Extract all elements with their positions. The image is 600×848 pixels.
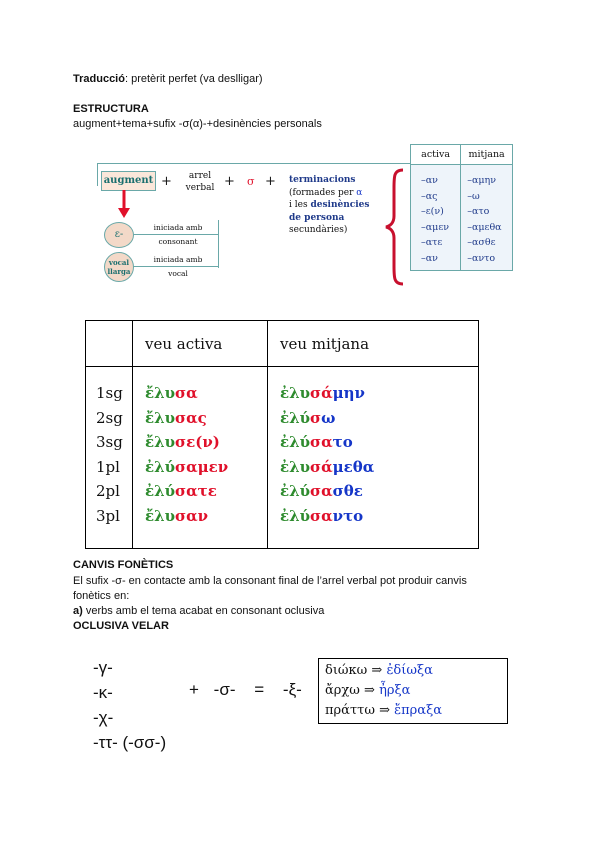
arrel-label: arrel xyxy=(188,171,212,181)
estructura-title: ESTRUCTURA xyxy=(73,103,149,115)
alpha-label: α xyxy=(356,187,363,198)
form-segment: ω xyxy=(321,408,336,427)
mitjana-endings-cell xyxy=(461,165,513,271)
person-label: 1sg xyxy=(96,384,123,402)
de-persona-label: de persona xyxy=(289,212,345,223)
canvis-line-2: fonètics en: xyxy=(73,590,130,602)
epsilon-circle: ε- xyxy=(104,222,134,248)
vocal-line xyxy=(133,266,218,267)
point-a xyxy=(73,604,324,618)
consonant-label: consonant xyxy=(158,237,198,246)
conjugation-table xyxy=(85,320,479,549)
canvis-line-1: El sufix -σ- en contacte amb la consonant final de l’arrel verbal pot produir canvis xyxy=(73,575,467,587)
mitjana-ending: –αμην xyxy=(467,175,497,186)
sigma-label: σ xyxy=(247,175,255,188)
terminacions-l3: i les xyxy=(289,200,311,210)
translation-text: : pretèrit perfet (va deslligar) xyxy=(124,73,263,85)
persons-cell xyxy=(86,367,133,549)
example-row xyxy=(325,701,507,721)
secundaries-label: secundàries) xyxy=(289,225,348,235)
structure-diagram xyxy=(97,140,513,290)
terminacions-title: terminacions xyxy=(289,175,356,185)
translation-label: Traducció xyxy=(73,73,125,85)
header-veu-mitjana: veu mitjana xyxy=(268,321,479,367)
example-from: ἄρχω xyxy=(325,683,360,698)
verb-form xyxy=(145,479,267,504)
point-a-label: a) xyxy=(73,605,83,617)
vocal-llarga-2: llarga xyxy=(107,267,131,276)
verb-form xyxy=(280,455,478,480)
mitjana-ending: –ω xyxy=(467,190,480,202)
header-veu-activa: veu activa xyxy=(133,321,268,367)
verb-form xyxy=(280,381,478,406)
verb-form xyxy=(280,430,478,455)
form-segment: ἐλυ xyxy=(280,457,311,476)
corner-cell xyxy=(86,321,133,367)
verb-form xyxy=(280,406,478,431)
activa-forms-cell xyxy=(133,367,268,549)
person-label: 1pl xyxy=(96,457,120,476)
plus-2: + xyxy=(224,174,235,189)
canvis-title: CANVIS FONÈTICS xyxy=(73,559,174,571)
augment-box: augment xyxy=(101,171,156,191)
form-segment: σαμεν xyxy=(175,457,229,476)
form-segment: ἐλυ xyxy=(280,384,311,402)
verb-form xyxy=(280,504,478,529)
oclusiva-title: OCLUSIVA VELAR xyxy=(73,620,169,632)
vocal-llarga-1: vocal xyxy=(108,258,130,267)
estructura-formula: augment+tema+sufix -σ(α)-+desinències personals xyxy=(73,118,322,130)
implies-arrow-icon: ⇒ xyxy=(364,683,375,698)
eq-equals: = xyxy=(254,680,265,699)
example-from: πράττω xyxy=(325,703,375,718)
activa-ending: –ας xyxy=(421,190,438,202)
form-segment: το xyxy=(332,433,353,451)
form-segment: σαν xyxy=(175,506,209,525)
activa-ending: –ε(ν) xyxy=(421,206,444,217)
arrel-verbal xyxy=(185,170,215,194)
form-segment: ντο xyxy=(332,506,364,525)
plus-3: + xyxy=(265,174,276,189)
form-segment: ἔλυ xyxy=(145,506,176,525)
verb-form xyxy=(145,430,267,455)
plus-1: + xyxy=(161,174,172,189)
form-segment: μεθα xyxy=(332,457,375,476)
epsilon-line xyxy=(133,234,218,235)
terminacions-text xyxy=(289,174,384,237)
eq-sigma: -σ- xyxy=(213,680,236,699)
form-segment: ἔλυ xyxy=(145,384,176,402)
activa-ending: –αν xyxy=(421,252,438,264)
vocal-llarga-circle xyxy=(104,252,134,282)
example-row xyxy=(325,681,507,701)
velar-equation xyxy=(189,680,302,700)
form-segment: σά xyxy=(310,457,333,476)
velar-consonant: -κ- xyxy=(93,683,113,702)
implies-arrow-icon: ⇒ xyxy=(379,703,390,718)
form-segment: ἐλύ xyxy=(280,482,311,500)
implies-arrow-icon: ⇒ xyxy=(371,663,383,678)
activa-ending: –αν xyxy=(421,175,438,186)
form-segment: σα xyxy=(175,384,198,402)
form-segment: ἐλύ xyxy=(145,457,176,476)
desinencies-label: desinències xyxy=(310,200,370,210)
form-segment: σε(ν) xyxy=(175,433,220,451)
form-segment: ἐλύ xyxy=(280,408,311,427)
velar-consonants xyxy=(93,655,166,755)
velar-consonant: -γ- xyxy=(93,658,113,677)
mitjana-ending: –ασθε xyxy=(467,237,496,248)
down-arrow-icon xyxy=(117,190,131,220)
examples-box xyxy=(318,658,508,724)
activa-endings-cell xyxy=(411,165,461,271)
verb-form xyxy=(145,504,267,529)
diagram-top-line xyxy=(97,163,412,164)
person-label: 3sg xyxy=(96,433,123,451)
velar-consonant: -χ- xyxy=(93,708,114,727)
mitjana-forms-cell xyxy=(268,367,479,549)
form-segment: σας xyxy=(175,408,207,427)
form-segment: σα xyxy=(310,506,333,525)
form-segment: σθε xyxy=(332,482,363,500)
eq-plus: + xyxy=(189,680,199,699)
terminacions-l2: (formades per xyxy=(289,187,357,198)
form-segment: ἔλυ xyxy=(145,433,176,451)
verb-form xyxy=(280,479,478,504)
example-from: διώκω xyxy=(325,663,368,678)
endings-table xyxy=(410,144,513,271)
iniciada-amb-1: iniciada amb xyxy=(153,223,203,232)
activa-ending: –ατε xyxy=(421,237,443,248)
person-label: 2sg xyxy=(96,408,123,427)
translation-line xyxy=(73,72,263,86)
col-mitjana: mitjana xyxy=(461,145,513,165)
verb-form xyxy=(145,455,267,480)
diagram-left-line xyxy=(97,163,98,186)
activa-ending: –αμεν xyxy=(421,221,450,233)
person-label: 3pl xyxy=(96,506,120,525)
curly-brace-icon xyxy=(384,168,406,286)
point-a-text: verbs amb el tema acabat en consonant oclusiva xyxy=(82,605,325,617)
verb-form xyxy=(145,381,267,406)
form-segment: σ xyxy=(310,408,322,427)
example-row xyxy=(325,661,507,681)
col-activa: activa xyxy=(411,145,461,165)
form-segment: σά xyxy=(310,384,333,402)
form-segment: ἐλύ xyxy=(280,433,311,451)
form-segment: ἐλύ xyxy=(145,482,176,500)
form-segment: ἔλυ xyxy=(145,408,176,427)
example-to: ἐδίωξα xyxy=(386,663,433,678)
example-to: ἦρξα xyxy=(379,683,411,698)
eq-xi: -ξ- xyxy=(282,680,302,699)
example-to: ἔπραξα xyxy=(394,703,443,718)
verb-form xyxy=(145,406,267,431)
mitjana-ending: –αντο xyxy=(467,252,496,264)
form-segment: μην xyxy=(332,384,365,402)
verbal-label: verbal xyxy=(185,183,215,193)
form-segment: σατε xyxy=(175,482,217,500)
form-segment: ἐλύ xyxy=(280,506,311,525)
person-label: 2pl xyxy=(96,482,120,500)
mitjana-ending: –ατο xyxy=(467,206,490,217)
velar-consonant: -ττ- (-σσ-) xyxy=(93,733,167,752)
mitjana-ending: –αμεθα xyxy=(467,221,502,233)
form-segment: σα xyxy=(310,482,333,500)
diagram-vert-line xyxy=(218,220,219,268)
iniciada-amb-2: iniciada amb xyxy=(153,255,203,264)
form-segment: σα xyxy=(310,433,333,451)
vocal-label: vocal xyxy=(168,269,188,278)
